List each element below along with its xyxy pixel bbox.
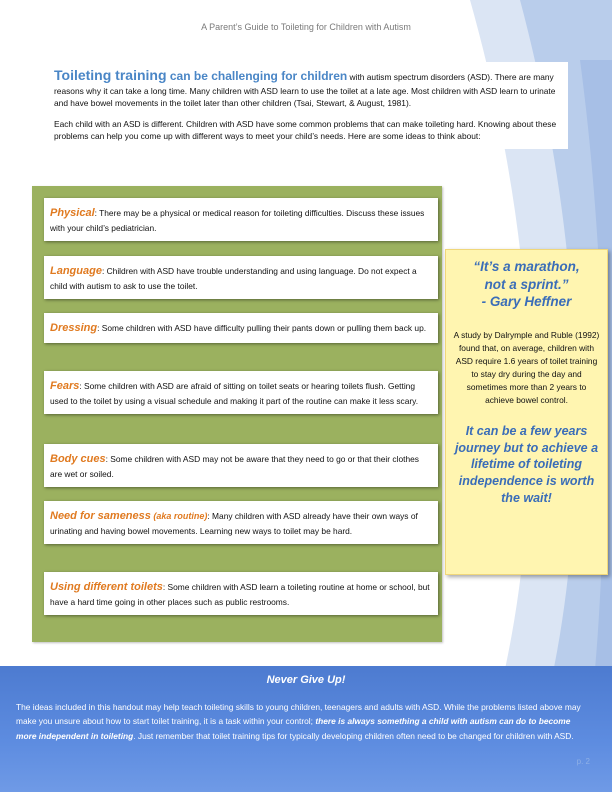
tip-term: Fears <box>50 380 80 392</box>
tip-text: : Many children with ASD already have their own ways of urinating and having bowel movements. Learning new ways to toilet may be hard. <box>50 511 418 537</box>
tip-using-different-toilets <box>44 572 438 615</box>
intro-section <box>48 62 568 149</box>
tip-term: Need for sameness <box>50 510 151 522</box>
intro-paragraph-2: Each child with an ASD is different. Children with ASD have some common problems that can make toileting hard. Knowing about these problems can help you come up with different ways to meet your child’s needs. Here are some ideas to think about: <box>54 118 557 141</box>
banner-title: Never Give Up! <box>266 674 346 686</box>
quote-sidebar <box>445 249 608 575</box>
tip-term: Using different toilets <box>50 581 163 593</box>
tip-text: : Some children with ASD are afraid of sitting on toilet seats or hearing toilets flush. Getting used to the toilet by using a visual schedule and making it part of the routine can make it less scary. <box>50 381 419 407</box>
encouragement-text: It can be a few years journey but to achieve a lifetime of toileting independence is worth the wait! <box>454 423 599 506</box>
tip-text: : Some children with ASD have difficulty pulling their pants down or pulling them back up. <box>97 323 427 333</box>
page-header: A Parent’s Guide to Toileting for Children with Autism <box>201 22 411 32</box>
tip-fears <box>44 371 438 414</box>
tip-dressing <box>44 313 438 343</box>
tip-text: : Some children with ASD may not be aware that they need to go or that their clothes are wet or soiled. <box>50 454 419 480</box>
quote-line-2: not a sprint.” <box>484 276 569 292</box>
tip-physical <box>44 198 438 241</box>
study-summary: A study by Dalrymple and Ruble (1992) found that, on average, children with ASD require 1.6 years of toilet training to stay dry during the day and sometimes more than 2 years to achieve bowel control. <box>453 329 600 405</box>
intro-lead-big: Toileting training <box>54 67 167 83</box>
page-number: p. 2 <box>576 757 590 766</box>
tip-text: : Some children with ASD learn a toileting routine at home or school, but have a hard time going in other places such as public restrooms. <box>50 582 430 608</box>
tip-term: Dressing <box>50 322 98 334</box>
marathon-quote <box>452 258 601 311</box>
tip-text: : Children with ASD have trouble understanding and using language. Do not expect a child with autism to ask to use the toilet. <box>50 266 417 292</box>
tip-term-note: (aka routine) <box>150 511 208 521</box>
tip-text: : There may be a physical or medical reason for toileting difficulties. Discuss these issues with your child’s pediatrician. <box>50 208 425 234</box>
banner-text-a: The ideas included in this handout may help teach toileting skills to young children, teenagers and adults with ASD. While the problems listed above may make you unsure about how to start toilet training, it is a task within your control; <box>16 702 581 727</box>
quote-line-1: “It’s a marathon, <box>473 259 580 274</box>
never-give-up-banner <box>0 666 612 792</box>
banner-text-strong: there is always something a child with autism can do to become more independent in toileting <box>16 716 571 741</box>
intro-lead-mid: can be challenging for children <box>166 69 348 83</box>
tip-body-cues <box>44 444 438 487</box>
tip-term: Body cues <box>50 453 106 465</box>
tip-term: Physical <box>50 207 95 219</box>
tip-need-for-sameness <box>44 501 438 544</box>
quote-author: - Gary Heffner <box>481 294 572 310</box>
intro-paragraph-1 <box>54 66 562 110</box>
banner-text <box>16 700 586 743</box>
tip-language <box>44 256 438 299</box>
tip-term: Language <box>50 265 102 277</box>
banner-text-b: . Just remember that toilet training tips for typically developing children often need to be changed for children with ASD. <box>133 730 574 741</box>
intro-paragraph-1-text: with autism spectrum disorders (ASD). There are many reasons why it can take a long time. Many children with ASD learn to use the toilet at a late age. Most children with ASD learn to urinate and have bowel movements in the toilet later than other children (Tsai, Stewart, & August, 1981). <box>54 72 556 108</box>
